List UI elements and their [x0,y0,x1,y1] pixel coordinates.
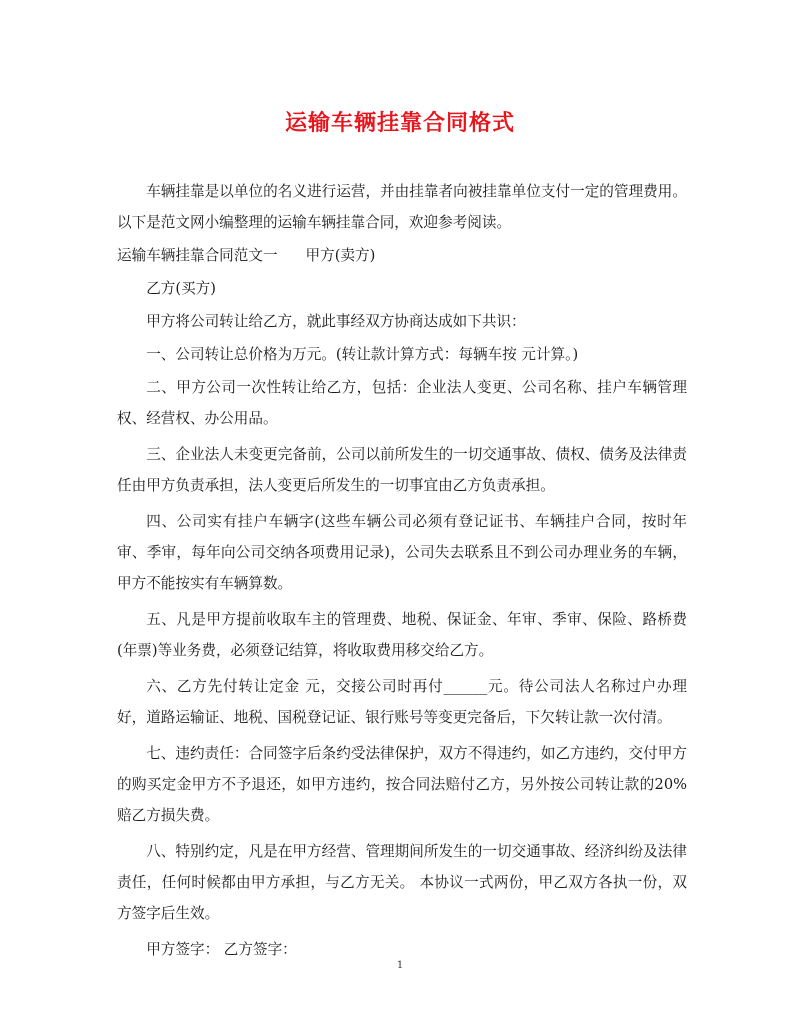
signature-line: 甲方签字： 乙方签字： [146,941,297,958]
clause-1: 一、公司转让总价格为万元。(转让款计算方式：每辆车按 元计算。) [146,346,579,363]
clause-6: 六、乙方先付转让定金 元，交接公司时再付______元。待公司法人名称过户办理好，道路运输证、地税、国税登记证、银行账号等变更完备后，下欠转让款一次付清。 [117,678,687,726]
page-number: 1 [396,960,404,971]
party-b-label: 乙方(买方) [146,280,216,297]
party-a-label: 甲方(卖方) [305,247,376,264]
clause-7: 七、违约责任：合同签字后条约受法律保护，双方不得违约，如乙方违约，交付甲方的购买定金甲方不予退还，如甲方违约，按合同法赔付乙方，另外按公司转让款的20%赔乙方损失费。 [117,745,687,824]
clause-preamble: 甲方将公司转让给乙方，就此事经双方协商达成如下共识： [146,313,526,330]
clause-8: 八、特别约定，凡是在甲方经营、管理期间所发生的一切交通事故、经济纠纷及法律责任，任何时候都由甲方承担，与乙方无关。 本协议一式两份，甲乙双方各执一份，双方签字后生效。 [117,843,687,922]
clause-3: 三、企业法人未变更完备前，公司以前所发生的一切交通事故、债权、债务及法律责任由甲方负责承担，法人变更后所发生的一切事宜由乙方负责承担。 [117,446,687,494]
clause-5: 五、凡是甲方提前收取车主的管理费、地税、保证金、年审、季审、保险、路桥费(年票)等业务费，必须登记结算，将收取费用移交给乙方。 [117,611,687,659]
sample-heading-line [117,240,687,271]
document-body [117,176,687,970]
clause-2: 二、甲方公司一次性转让给乙方，包括：企业法人变更、公司名称、挂户车辆管理权、经营权、办公用品。 [117,379,687,427]
clause-4: 四、公司实有挂户车辆字(这些车辆公司必须有登记证书、车辆挂户合同，按时年审、季审，每年向公司交纳各项费用记录)，公司失去联系且不到公司办理业务的车辆，甲方不能按实有车辆算数。 [117,513,687,592]
document-title: 运输车辆挂靠合同格式 [284,110,515,136]
sample-heading: 运输车辆挂靠合同范文一 [117,247,278,264]
intro-paragraph: 车辆挂靠是以单位的名义进行运营，并由挂靠者向被挂靠单位支付一定的管理费用。以下是范文网小编整理的运输车辆挂靠合同，欢迎参考阅读。 [117,183,687,231]
